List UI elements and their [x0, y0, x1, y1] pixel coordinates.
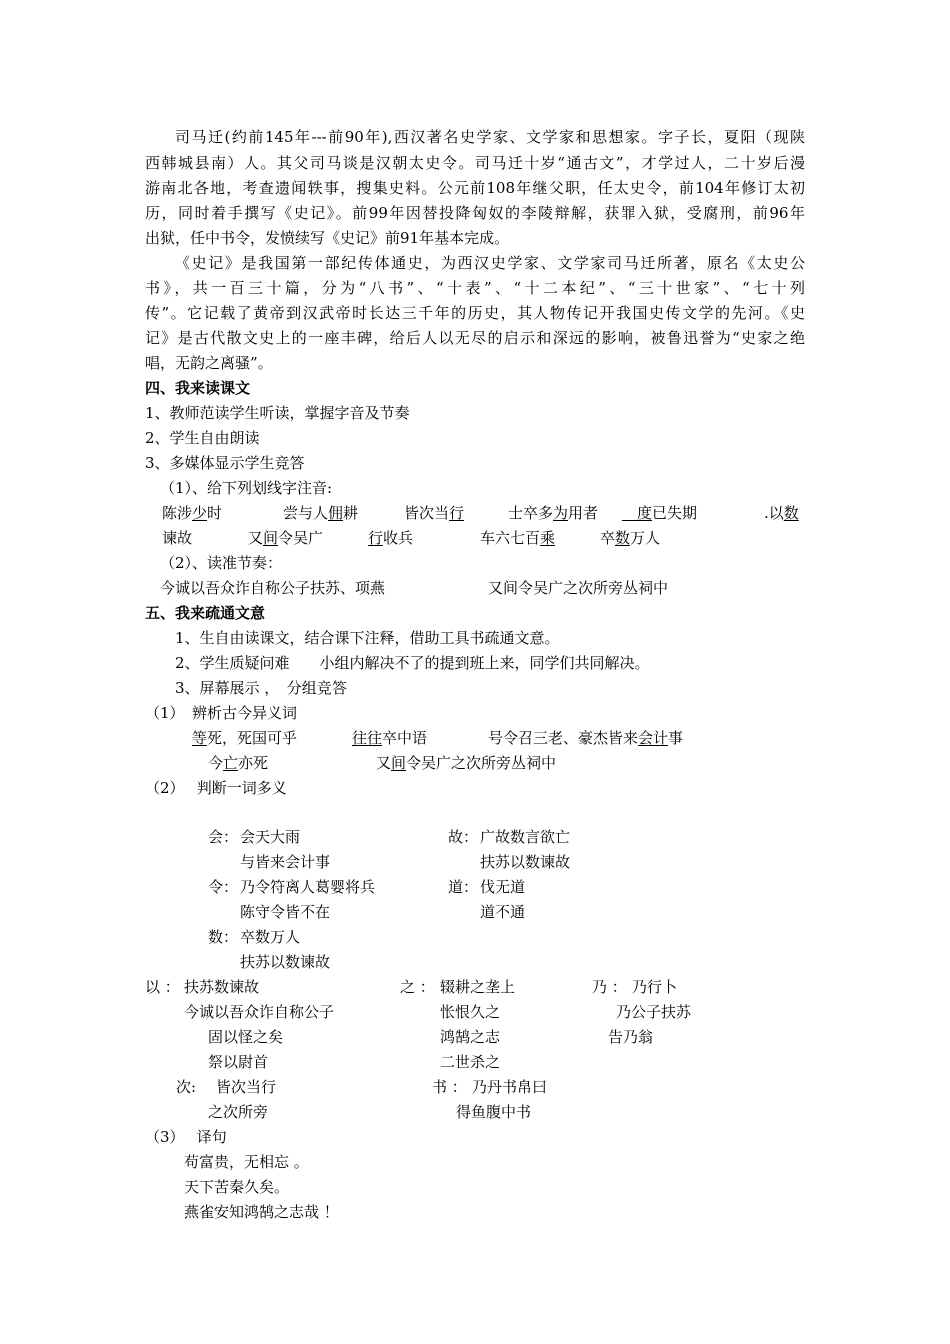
duoyi-example: 固以怪之矣 — [208, 1028, 284, 1046]
duoyi-example: 伐无道 — [480, 878, 526, 896]
intro-p1-line3: 游南北各地，考查遗闻轶事，搜集史料。公元前108年继父职，任太史令，前104年修订太初 — [145, 179, 805, 197]
pinyin-word: 谏故 — [162, 529, 193, 547]
duoyi-key: 乃 ： — [592, 978, 627, 996]
duoyi-key: 故： — [448, 828, 479, 846]
intro-p2-line4: 记》是古代散文史上的一座丰碑，给后人以无尽的启示和深远的影响，被鲁迅誉为“史家之绝 — [145, 329, 805, 347]
duoyi-key: 道： — [448, 878, 479, 896]
duoyi-example: 乃令符离人葛婴将兵 — [240, 878, 376, 896]
intro-p1-line1: 司马迁(约前145年---前90年),西汉著名史学家、文学家和思想家。字子长，夏阳（现陕 — [175, 128, 805, 146]
intro-p1-line5: 出狱，任中书令，发愤续写《史记》前91年基本完成。 — [145, 229, 510, 247]
gujin-word: 今亡亦死 — [208, 754, 269, 772]
duoyi-example: 扶苏以数谏故 — [240, 953, 331, 971]
rhythm-sentence-1: 今诚以吾众诈自称公子扶苏、项燕 — [160, 579, 386, 597]
duoyi-example: 之次所旁 — [208, 1103, 269, 1121]
gujin-word: 号令召三老、豪杰皆来会计事 — [488, 729, 684, 747]
section5-item-2: 2、学生质疑问难 小组内解决不了的提到班上来，同学们共同解决。 — [175, 654, 650, 672]
duoyi-example: 陈守令皆不在 — [240, 903, 331, 921]
gujin-title: （1） 辨析古今异义词 — [145, 704, 298, 722]
duoyi-example: 得鱼腹中书 — [456, 1103, 532, 1121]
pinyin-word: 皆次当行 — [404, 504, 465, 522]
pinyin-task-title: （1）、给下列划线字注音: — [160, 479, 333, 497]
duoyi-example: 与皆来会计事 — [240, 853, 331, 871]
gujin-word: 等死，死国可乎 — [192, 729, 298, 747]
translate-sentence-3: 燕雀安知鸿鹄之志哉 ！ — [184, 1203, 339, 1221]
duoyi-key: 次: — [176, 1078, 197, 1096]
intro-p2-line1: 《史记》是我国第一部纪传体通史，为西汉史学家、文学家司马迁所著，原名《太史公 — [175, 254, 805, 272]
pinyin-word: 尝与人佣耕 — [283, 504, 359, 522]
duoyi-example: 扶苏数谏故 — [184, 978, 260, 996]
intro-p2-line5: 唱，无韵之离骚”。 — [145, 354, 273, 372]
duoyi-example: 卒数万人 — [240, 928, 301, 946]
section5-heading: 五、我来疏通文意 — [145, 604, 266, 622]
pinyin-word: 卒数万人 — [600, 529, 661, 547]
duoyi-example: 今诚以吾众诈自称公子 — [184, 1003, 335, 1021]
duoyi-title: （2） 判断一词多义 — [145, 779, 287, 797]
rhythm-task-title: （2）、读准节奏： — [160, 554, 283, 572]
duoyi-key: 数： — [208, 928, 239, 946]
section4-heading: 四、我来读课文 — [145, 379, 251, 397]
section5-item-1: 1、生自由读课文，结合课下注释，借助工具书疏通文意。 — [175, 629, 560, 647]
duoyi-example: 鸿鹄之志 — [440, 1028, 501, 1046]
duoyi-example: 道不通 — [480, 903, 526, 921]
pinyin-word: 士卒多为用者 — [508, 504, 599, 522]
rhythm-sentence-2: 又间令吴广之次所旁丛祠中 — [488, 579, 669, 597]
pinyin-word: 度已失期 — [637, 504, 698, 522]
section4-item-3: 3、多媒体显示学生竞答 — [145, 454, 305, 472]
duoyi-key: 会： — [208, 828, 239, 846]
duoyi-example: 乃丹书帛曰 — [472, 1078, 548, 1096]
duoyi-example: 告乃翁 — [608, 1028, 654, 1046]
duoyi-example: 扶苏以数谏故 — [480, 853, 571, 871]
intro-p2-line2: 书》，共一百三十篇，分为“八书”、“十表”、“十二本纪”、“三十世家”、“七十列 — [145, 279, 805, 297]
pinyin-word: 陈涉少时 — [162, 504, 223, 522]
duoyi-key: 令： — [208, 878, 239, 896]
intro-p2-line3: 传”。它记载了黄帝到汉武帝时长达三千年的历史，其人物传记开我国史传文学的先河。《史 — [145, 304, 805, 322]
duoyi-example: 怅恨久之 — [440, 1003, 501, 1021]
gujin-word: 又间令吴广之次所旁丛祠中 — [376, 754, 557, 772]
duoyi-example: 乃公子扶苏 — [616, 1003, 692, 1021]
pinyin-word: .以数 — [764, 504, 799, 522]
translate-sentence-1: 苟富贵，无相忘 。 — [184, 1153, 309, 1171]
duoyi-example: 二世杀之 — [440, 1053, 501, 1071]
intro-p1-line2: 西韩城县南）人。其父司马谈是汉朝太史令。司马迁十岁“通古文”，才学过人，二十岁后漫 — [145, 154, 805, 172]
duoyi-example: 广故数言欲亡 — [480, 828, 571, 846]
yiju-title: （3） 译句 — [145, 1128, 227, 1146]
duoyi-example: 会天大雨 — [240, 828, 301, 846]
duoyi-example: 祭以尉首 — [208, 1053, 269, 1071]
gujin-word: 往往卒中语 — [352, 729, 428, 747]
duoyi-example: 辍耕之垄上 — [440, 978, 516, 996]
section4-item-2: 2、学生自由朗读 — [145, 429, 260, 447]
pinyin-word: 又间令吴广 — [248, 529, 324, 547]
intro-p1-line4: 历，同时着手撰写《史记》。前99年因替投降匈奴的李陵辩解，获罪入狱，受腐刑，前96年 — [145, 204, 805, 222]
duoyi-example: 皆次当行 — [216, 1078, 277, 1096]
duoyi-key: 书 ： — [432, 1078, 467, 1096]
section4-item-1: 1、教师范读学生听读，掌握字音及节奏 — [145, 404, 410, 422]
translate-sentence-2: 天下苦秦久矣。 — [184, 1178, 290, 1196]
pinyin-word: 车六七百乘 — [480, 529, 556, 547]
duoyi-key: 以 ： — [145, 978, 180, 996]
section5-item-3: 3、屏幕展示 ， 分组竞答 — [175, 679, 347, 697]
pinyin-word: 行收兵 — [368, 529, 414, 547]
duoyi-key: 之 ： — [400, 978, 435, 996]
duoyi-example: 乃行卜 — [632, 978, 678, 996]
